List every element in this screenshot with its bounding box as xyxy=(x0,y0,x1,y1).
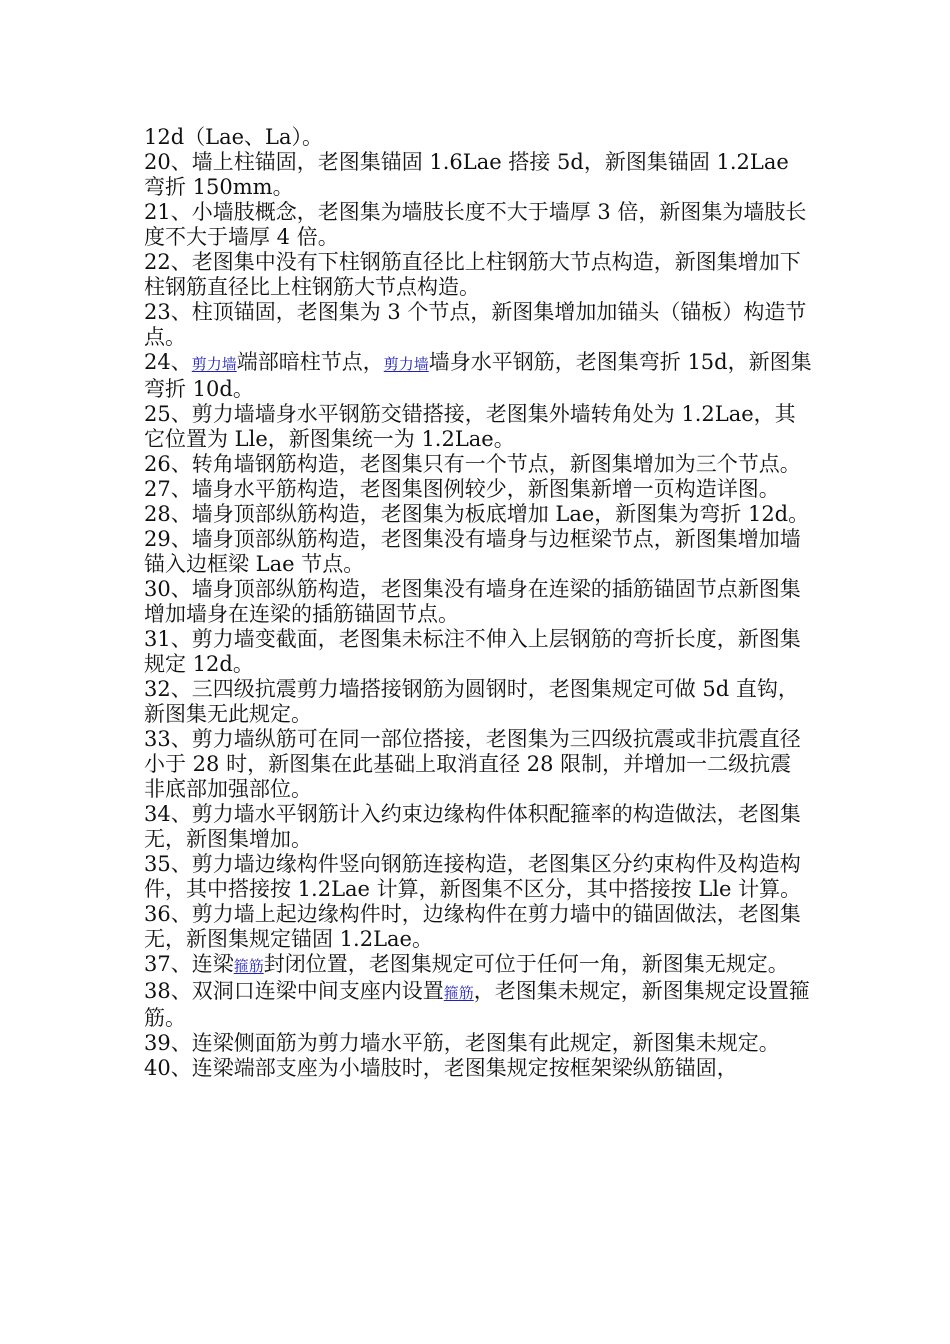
paragraph-text: 37、连梁 xyxy=(144,952,234,976)
paragraph-text: 端部暗柱节点， xyxy=(236,350,384,374)
paragraph-text: 23、柱顶锚固，老图集为 3 个节点，新图集增加加锚头（锚板）构造节点。 xyxy=(144,300,807,349)
paragraph-text: 36、剪力墙上起边缘构件时，边缘构件在剪力墙中的锚固做法，老图集无，新图集规定锚固 1.2Lae。 xyxy=(144,902,801,951)
paragraph-text: 35、剪力墙边缘构件竖向钢筋连接构造，老图集区分约束构件及构造构件，其中搭接按 1.2Lae 计算，新图集不区分，其中搭接按 Lle 计算。 xyxy=(144,852,802,901)
paragraph-text: 32、三四级抗震剪力墙搭接钢筋为圆钢时，老图集规定可做 5d 直钩，新图集无此规定。 xyxy=(144,677,799,726)
paragraph xyxy=(144,250,812,300)
paragraph-text: ，老图集未规定，新图集规定设置箍筋。 xyxy=(144,979,810,1030)
paragraph xyxy=(144,852,812,902)
paragraph xyxy=(144,200,812,250)
paragraph-text: 20、墙上柱锚固，老图集锚固 1.6Lae 搭接 5d，新图集锚固 1.2Lae 弯折 150mm。 xyxy=(144,150,789,199)
term-link[interactable]: 剪力墙 xyxy=(383,355,429,373)
paragraph-text: 31、剪力墙变截面，老图集未标注不伸入上层钢筋的弯折长度，新图集规定 12d。 xyxy=(144,627,801,676)
document-body xyxy=(144,125,812,1081)
paragraph xyxy=(144,125,812,150)
paragraph-text: 34、剪力墙水平钢筋计入约束边缘构件体积配箍率的构造做法，老图集无，新图集增加。 xyxy=(144,802,801,851)
paragraph xyxy=(144,979,812,1031)
paragraph-text: 39、连梁侧面筋为剪力墙水平筋，老图集有此规定，新图集未规定。 xyxy=(144,1031,780,1055)
paragraph xyxy=(144,902,812,952)
paragraph xyxy=(144,150,812,200)
paragraph xyxy=(144,1031,812,1056)
paragraph-text: 29、墙身顶部纵筋构造，老图集没有墙身与边框梁节点，新图集增加墙锚入边框梁 Lae 节点。 xyxy=(144,527,801,576)
term-link[interactable]: 箍筋 xyxy=(443,984,474,1002)
term-link[interactable]: 箍筋 xyxy=(233,957,264,975)
paragraph-text: 30、墙身顶部纵筋构造，老图集没有墙身在连梁的插筋锚固节点新图集增加墙身在连梁的插筋锚固节点。 xyxy=(144,577,801,626)
paragraph-text: 墙身水平钢筋，老图集弯折 15d，新图集弯折 10d。 xyxy=(144,350,812,401)
paragraph xyxy=(144,452,812,477)
paragraph xyxy=(144,802,812,852)
paragraph-text: 38、双洞口连梁中间支座内设置 xyxy=(144,979,444,1003)
paragraph-text: 21、小墙肢概念，老图集为墙肢长度不大于墙厚 3 倍，新图集为墙肢长度不大于墙厚 4 倍。 xyxy=(144,200,807,249)
paragraph xyxy=(144,577,812,627)
term-link[interactable]: 剪力墙 xyxy=(191,355,237,373)
paragraph xyxy=(144,477,812,502)
paragraph xyxy=(144,527,812,577)
paragraph-text: 24、 xyxy=(144,350,192,374)
paragraph-text: 12d（Lae、La）。 xyxy=(144,125,324,149)
paragraph xyxy=(144,1056,812,1081)
paragraph-text: 封闭位置，老图集规定可位于任何一角，新图集无规定。 xyxy=(263,952,789,976)
paragraph xyxy=(144,300,812,350)
paragraph-text: 40、连梁端部支座为小墙肢时，老图集规定按框架梁纵筋锚固， xyxy=(144,1056,738,1080)
paragraph xyxy=(144,727,812,802)
paragraph-text: 26、转角墙钢筋构造，老图集只有一个节点，新图集增加为三个节点。 xyxy=(144,452,801,476)
paragraph-text: 25、剪力墙墙身水平钢筋交错搭接，老图集外墙转角处为 1.2Lae，其它位置为 Lle，新图集统一为 1.2Lae。 xyxy=(144,402,796,451)
paragraph-text: 27、墙身水平筋构造，老图集图例较少，新图集新增一页构造详图。 xyxy=(144,477,780,501)
paragraph xyxy=(144,952,812,979)
paragraph xyxy=(144,502,812,527)
paragraph xyxy=(144,627,812,677)
paragraph xyxy=(144,402,812,452)
paragraph-text: 33、剪力墙纵筋可在同一部位搭接，老图集为三四级抗震或非抗震直径小于 28 时，新图集在此基础上取消直径 28 限制，并增加一二级抗震非底部加强部位。 xyxy=(144,727,801,801)
paragraph-text: 22、老图集中没有下柱钢筋直径比上柱钢筋大节点构造，新图集增加下柱钢筋直径比上柱钢筋大节点构造。 xyxy=(144,250,801,299)
paragraph xyxy=(144,350,812,402)
paragraph xyxy=(144,677,812,727)
paragraph-text: 28、墙身顶部纵筋构造，老图集为板底增加 Lae，新图集为弯折 12d。 xyxy=(144,502,810,526)
